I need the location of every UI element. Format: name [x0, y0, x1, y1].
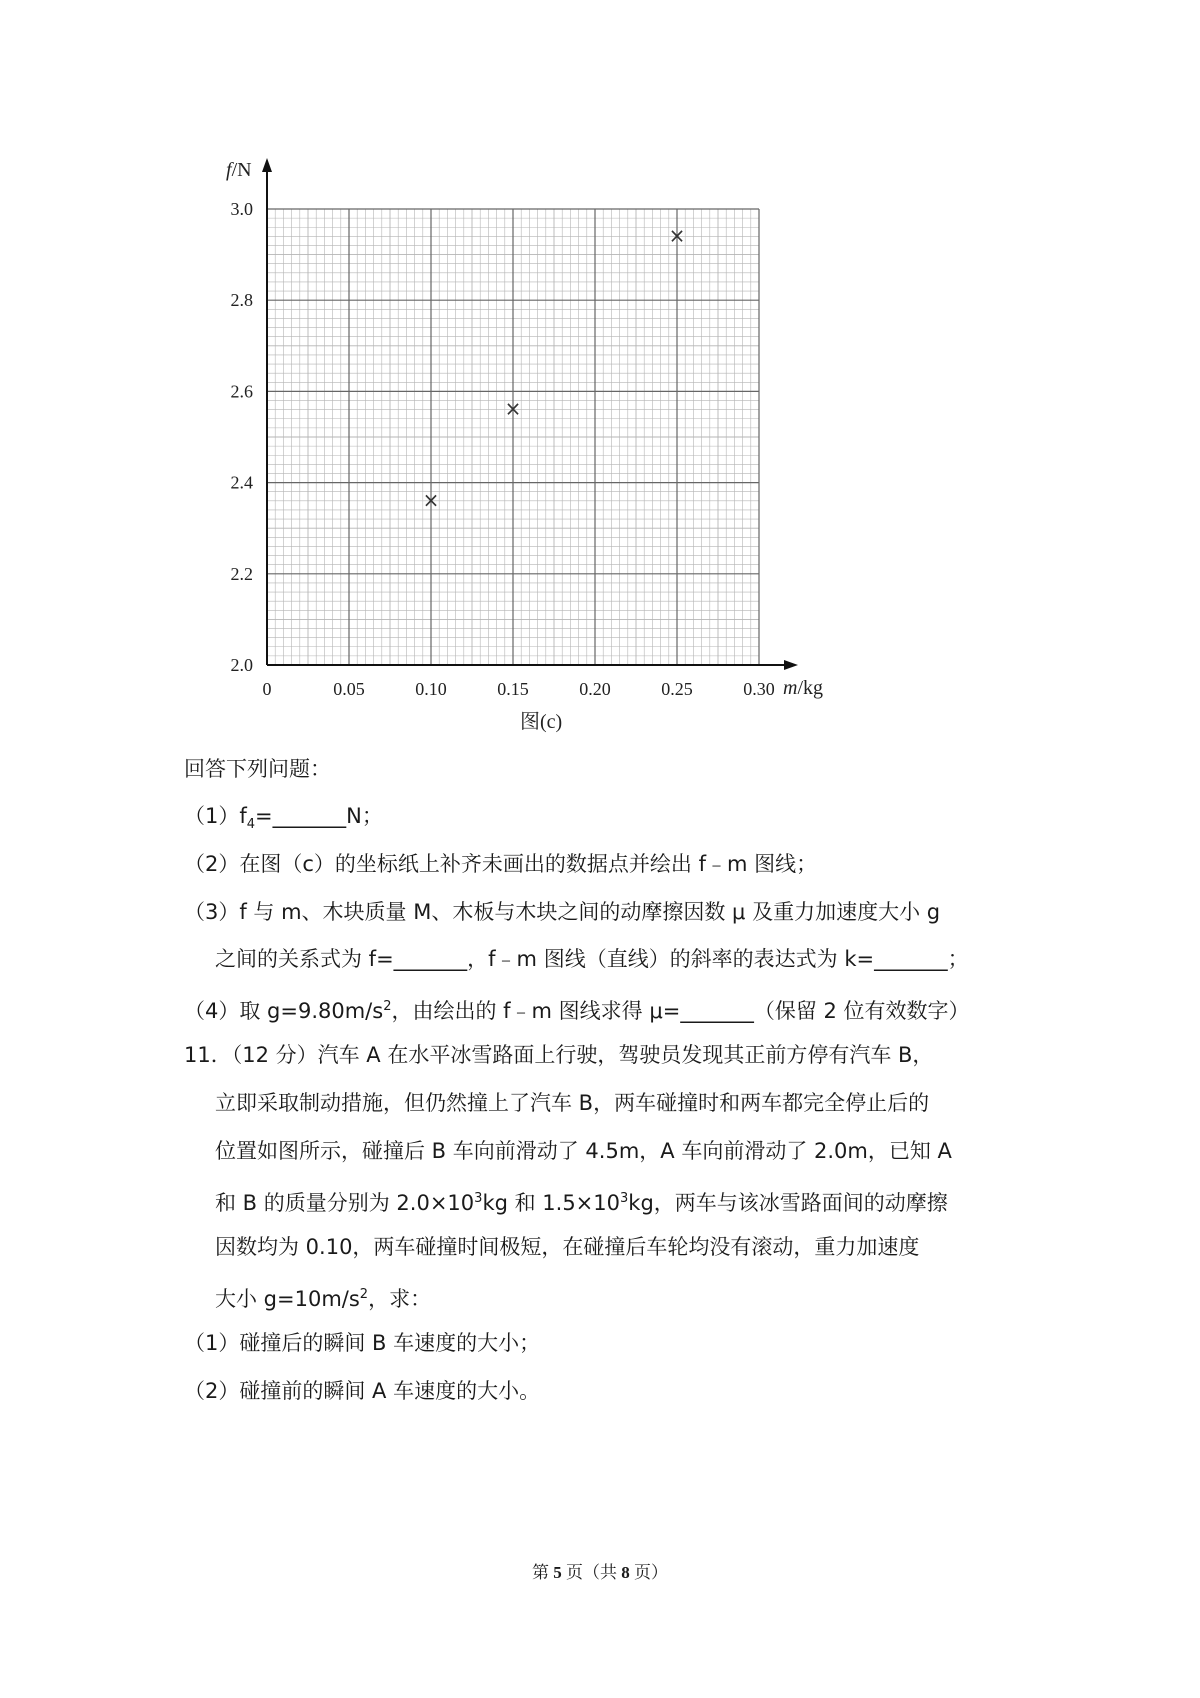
y-tick-labels: [231, 199, 254, 675]
question-2: （2）在图（c）的坐标纸上补齐未画出的数据点并绘出 f﹣m 图线；: [184, 852, 818, 876]
y-tick-label: 2.0: [230, 655, 253, 675]
questions-intro: 回答下列问题：: [184, 757, 331, 781]
question-4: （4）取 $g=9.80m/s^2$，由绘出的 f﹣m 图线求得 μ=_______（保留 2 位有效数字）: [184, 999, 970, 1023]
question-3-line-2: 之间的关系式为 f=_______，f﹣m 图线（直线）的斜率的表达式为 k=_______；: [215, 947, 969, 971]
data-point-marker: ×: [422, 487, 440, 512]
y-axis-arrow: [262, 158, 272, 172]
data-point-marker: ×: [668, 223, 686, 248]
figure-caption: 图(c): [520, 711, 563, 733]
page-footer: 第 5 页（共 8 页）: [532, 1563, 668, 1582]
y-tick-label: 3.0: [230, 199, 253, 219]
y-tick-label: 2.6: [230, 381, 253, 402]
data-point-marker: ×: [504, 396, 522, 421]
problem-11-sub-1: （1）碰撞后的瞬间 B 车速度的大小；: [184, 1331, 541, 1355]
question-3-line-1: （3）f 与 m、木块质量 M、木板与木块之间的动摩擦因数 μ 及重力加速度大小 g: [184, 900, 941, 924]
y-tick-label: 2.2: [230, 563, 253, 584]
question-1: $(1)f_4=\_\_\_\_\_\_\_N$；: [184, 804, 383, 833]
problem-11-line-6: 大小 $g=10m/s^2$，求：: [215, 1287, 432, 1311]
problem-11-line-1: 11．（12 分）汽车 A 在水平冰雪路面上行驶，驾驶员发现其正前方停有汽车 B，: [184, 1043, 934, 1067]
x-tick-labels: [263, 679, 775, 699]
x-tick-label: 0.20: [579, 679, 611, 699]
y-axis-label: f/N: [226, 159, 252, 181]
x-tick-label: 0.30: [743, 679, 775, 699]
y-tick-label: 2.8: [230, 290, 253, 311]
x-tick-label: 0.25: [661, 679, 693, 699]
problem-11-line-5: 因数均为 0.10，两车碰撞时间极短，在碰撞后车轮均没有滚动，重力加速度: [215, 1235, 920, 1259]
x-tick-label: 0.10: [415, 679, 447, 699]
x-tick-label: 0.05: [333, 679, 365, 699]
problem-11-line-3: 位置如图所示，碰撞后 B 车向前滑动了 4.5m，A 车向前滑动了 2.0m，已知 A: [215, 1139, 952, 1163]
problem-11-line-2: 立即采取制动措施，但仍然撞上了汽车 B，两车碰撞时和两车都完全停止后的: [215, 1091, 930, 1115]
problem-11-line-4: 和 B 的质量分别为 $2.0\times 10^3kg$ 和 $1.5\times 10^3kg$，两车与该冰雪路面间的动摩擦: [215, 1191, 948, 1215]
x-tick-label: 0: [262, 679, 272, 699]
x-axis-arrow: [784, 660, 798, 670]
y-tick-label: 2.4: [230, 472, 253, 493]
problem-11-sub-2: （2）碰撞前的瞬间 A 车速度的大小。: [184, 1379, 541, 1403]
x-axis-label: m/kg: [783, 677, 824, 699]
f-m-graph: [0, 0, 1200, 760]
x-tick-label: 0.15: [497, 679, 529, 699]
